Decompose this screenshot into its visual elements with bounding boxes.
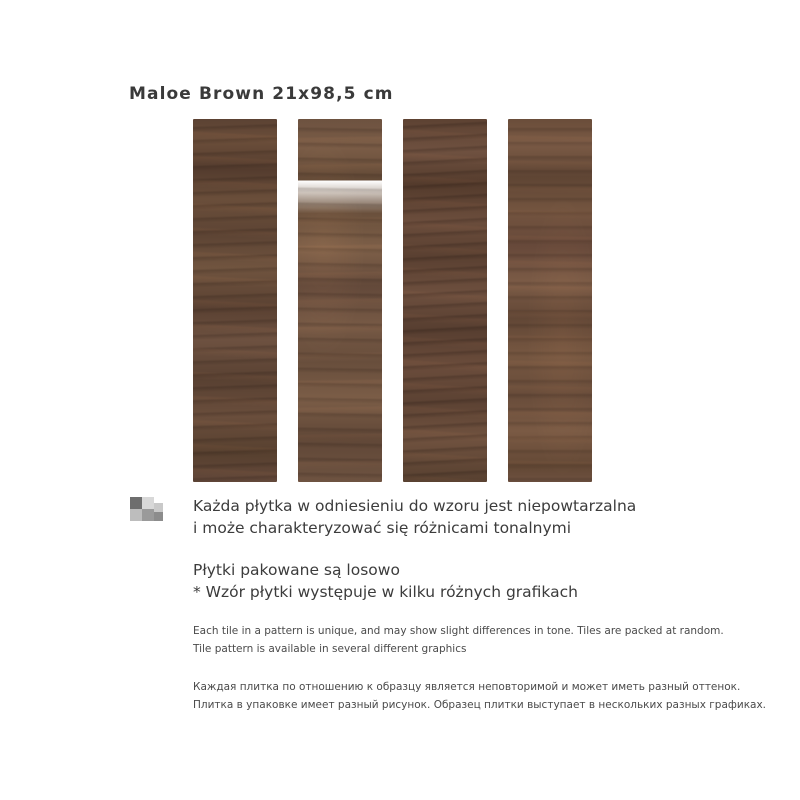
polish-line-1: Każda płytka w odniesieniu do wzoru jest niepowtarzalna <box>193 497 637 515</box>
random-pattern-icon <box>130 497 166 525</box>
wood-grain-light <box>193 119 277 482</box>
english-line-2: Tile pattern is available in several different graphics <box>193 643 467 655</box>
wood-grain-light <box>298 119 382 482</box>
tile-sample-3 <box>403 119 487 482</box>
english-note <box>193 622 753 658</box>
wood-grain-light <box>403 119 487 482</box>
tile-sample-4 <box>508 119 592 482</box>
polish-line-3: Płytki pakowane są losowo <box>193 561 400 579</box>
tile-sample-1 <box>193 119 277 482</box>
wood-grain-light <box>508 119 592 482</box>
polish-line-4: * Wzór płytki występuje w kilku różnych grafikach <box>193 583 578 601</box>
polish-line-2: i może charakteryzować się różnicami tonalnymi <box>193 519 572 537</box>
page-title: Maloe Brown 21x98,5 cm <box>129 84 394 104</box>
russian-note <box>193 678 767 714</box>
tile-sample-row <box>193 119 610 482</box>
russian-line-1: Каждая плитка по отношению к образцу является неповторимой и может иметь разный оттенок. <box>193 681 741 693</box>
tile-sample-2 <box>298 119 382 482</box>
russian-line-2: Плитка в упаковке имеет разный рисунок. Образец плитки выступает в нескольких разных графиках. <box>193 699 767 711</box>
english-line-1: Each tile in a pattern is unique, and may show slight differences in tone. Tiles are packed at random. <box>193 625 724 637</box>
polish-description <box>193 495 753 603</box>
paragraph-gap <box>193 539 753 559</box>
